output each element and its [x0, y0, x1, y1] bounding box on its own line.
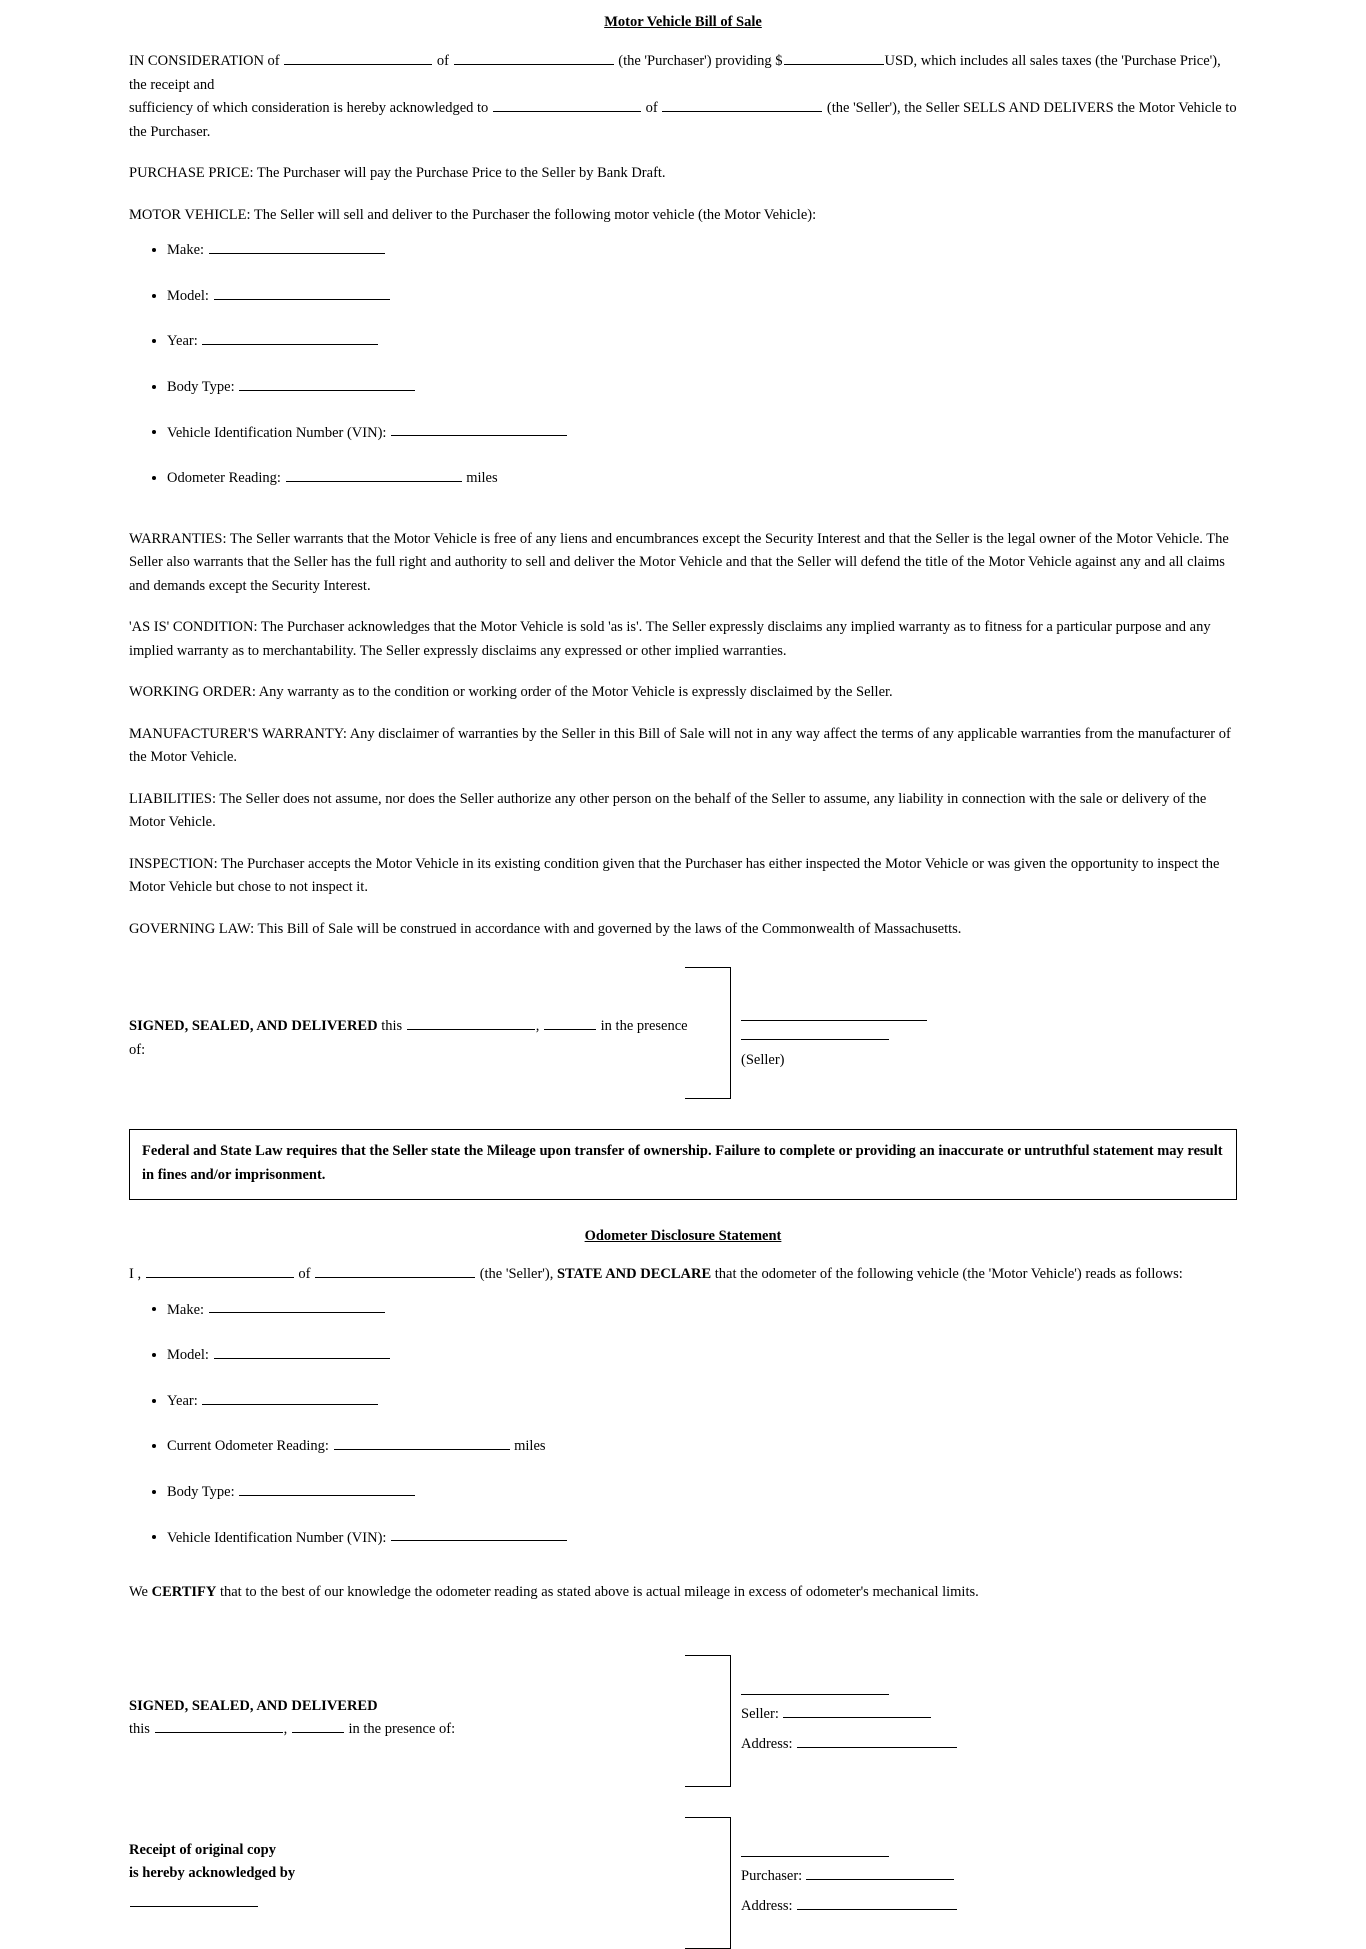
seller-label: Seller: — [741, 1705, 779, 1722]
signature-presence-label: in the presence of: — [129, 1018, 688, 1058]
consideration-seller-paren: (the 'Seller'), the Seller SELLS AND DELIVERS the Motor Vehicle to the Purchaser. — [129, 100, 1237, 140]
receipt-acknowledgement-block — [129, 1817, 1237, 1949]
certify-keyword: CERTIFY — [151, 1584, 217, 1601]
list-item — [167, 1481, 1237, 1502]
year-blank[interactable] — [202, 330, 378, 345]
signature-year-blank[interactable] — [544, 1015, 596, 1030]
list-item — [167, 422, 1237, 443]
clause-manufacturers-warranty: MANUFACTURER'S WARRANTY: Any disclaimer of warranties by the Seller in this Bill of Sale will not in any way affect the terms of any applicable warranties from the manufacturer of the Motor Vehicle. — [129, 725, 1231, 766]
certify-pre: We — [129, 1584, 148, 1601]
signature-comma: , — [535, 1018, 540, 1035]
field-label: Body Type: — [167, 1483, 235, 1500]
consideration-purchaser-address-blank[interactable] — [454, 51, 614, 66]
seller-signature-line-2[interactable] — [741, 1693, 889, 1695]
purchaser-signature-line[interactable] — [741, 1855, 889, 1857]
field-label: Vehicle Identification Number (VIN): — [167, 1529, 387, 1546]
odometer-declaration-tail: that the odometer of the following vehicle (the 'Motor Vehicle') reads as follows: — [714, 1266, 1183, 1283]
consideration-line2-lead: sufficiency of which consideration is hereby acknowledged to — [129, 100, 489, 117]
purchaser-signature-lines — [741, 1817, 957, 1918]
odometer-state-and-declare: STATE AND DECLARE — [556, 1266, 712, 1283]
purchaser-name-blank[interactable] — [806, 1865, 954, 1880]
odometer-make-blank[interactable] — [209, 1299, 385, 1314]
certify-post: that to the best of our knowledge the odometer reading as stated above is actual mileage in excess of odometer's mechanical limits. — [219, 1584, 979, 1601]
consideration-paragraph — [129, 50, 1237, 144]
list-item — [167, 376, 1237, 397]
current-odometer-blank[interactable] — [334, 1435, 510, 1450]
odometer-fields-list — [129, 1299, 1237, 1548]
seller-address-label: Address: — [741, 1736, 793, 1753]
field-label: Model: — [167, 287, 209, 304]
clause-warranties: WARRANTIES: The Seller warrants that the Motor Vehicle is free of any liens and encumbrances except the Security Interest and that the Seller is the legal owner of the Motor Vehicle. The Seller also warrants that the Seller has the full right and authority to sell and deliver the Motor Vehicle and that the Seller will defend the title of the Motor Vehicle against any and all claims and demands except the Security Interest. — [129, 530, 1229, 594]
signature-year-blank-2[interactable] — [292, 1718, 344, 1733]
certify-paragraph — [129, 1581, 1237, 1604]
seller-caption: (Seller) — [741, 1052, 785, 1069]
signature-statement — [129, 967, 689, 1062]
odometer-disclosure-title: Odometer Disclosure Statement — [584, 1228, 782, 1245]
clause-governing-law: GOVERNING LAW: This Bill of Sale will be construed in accordance with and governed by the laws of the Commonwealth of Massachusetts. — [129, 920, 962, 937]
field-label: Make: — [167, 241, 205, 258]
signature-date-row-2 — [129, 1718, 689, 1741]
receipt-acknowledged-blank[interactable] — [130, 1892, 258, 1907]
consideration-seller-name-blank[interactable] — [493, 98, 641, 113]
consideration-usd: USD, which includes all sales taxes (the 'Purchase Price'), the receipt and — [129, 53, 1221, 93]
signature-block-odometer-seller — [129, 1655, 1237, 1787]
seller-address-blank[interactable] — [797, 1733, 957, 1748]
receipt-line-2: is hereby acknowledged by — [129, 1865, 296, 1882]
signature-bracket-2 — [685, 1655, 731, 1787]
motor-vehicle-intro-paragraph: MOTOR VEHICLE: The Seller will sell and deliver to the Purchaser the following motor vehicle (the Motor Vehicle): — [129, 206, 817, 223]
odometer-year-blank[interactable] — [202, 1390, 378, 1405]
signed-sealed-delivered-heading-2: SIGNED, SEALED, AND DELIVERED — [129, 1697, 378, 1714]
list-item — [167, 1435, 1237, 1456]
consideration-seller-address-blank[interactable] — [662, 98, 822, 113]
federal-law-warning-box — [129, 1129, 1237, 1200]
field-label: Vehicle Identification Number (VIN): — [167, 424, 387, 441]
signed-sealed-delivered-heading: SIGNED, SEALED, AND DELIVERED — [129, 1018, 378, 1035]
list-item — [167, 1344, 1237, 1365]
odometer-model-blank[interactable] — [214, 1344, 390, 1359]
signature-block-seller — [129, 967, 1237, 1099]
odometer-i-label: I , — [129, 1266, 142, 1283]
purchase-price-paragraph: PURCHASE PRICE: The Purchaser will pay the Purchase Price to the Seller by Bank Draft. — [129, 165, 666, 182]
list-item — [167, 467, 1237, 488]
field-label: Make: — [167, 1301, 205, 1318]
purchaser-address-label: Address: — [741, 1898, 793, 1915]
signature-comma-2: , — [283, 1721, 288, 1738]
odometer-seller-address-blank[interactable] — [315, 1263, 475, 1278]
clause-liabilities: LIABILITIES: The Seller does not assume, nor does the Seller authorize any other person on the behalf of the Seller to assume, any liability in connection with the sale or delivery of the Motor Vehicle. — [129, 790, 1207, 831]
field-label: Model: — [167, 1346, 209, 1363]
signature-date-blank[interactable] — [407, 1015, 535, 1030]
seller-signature-lines — [741, 967, 927, 1071]
clause-working-order: WORKING ORDER: Any warranty as to the condition or working order of the Motor Vehicle is expressly disclaimed by the Seller. — [129, 684, 893, 701]
list-item — [167, 1390, 1237, 1411]
signature-statement-2 — [129, 1655, 689, 1742]
model-blank[interactable] — [214, 285, 390, 300]
list-item — [167, 1299, 1237, 1320]
signature-this-label: this — [381, 1018, 403, 1035]
list-item — [167, 1527, 1237, 1548]
purchaser-address-row — [741, 1895, 957, 1917]
federal-law-warning-text: Federal and State Law requires that the Seller state the Mileage upon transfer of ownership. Failure to complete or providing an inaccurate or untruthful statement may result in fines and/or imprisonment. — [142, 1143, 1223, 1183]
make-blank[interactable] — [209, 239, 385, 254]
field-label: Odometer Reading: — [167, 470, 281, 487]
field-suffix: miles — [466, 470, 498, 487]
document-sheet — [129, 12, 1237, 1949]
odometer-seller-name-blank[interactable] — [146, 1263, 294, 1278]
consideration-purchaser-name-blank[interactable] — [284, 51, 432, 66]
receipt-line-1: Receipt of original copy — [129, 1841, 276, 1858]
list-item — [167, 239, 1237, 260]
seller-name-row — [741, 1703, 957, 1725]
field-suffix: miles — [514, 1438, 546, 1455]
vehicle-fields-list — [129, 239, 1237, 488]
odometer-blank[interactable] — [286, 467, 462, 482]
signature-bracket — [685, 967, 731, 1099]
consideration-of-2: of — [645, 100, 658, 117]
consideration-amount-blank[interactable] — [784, 51, 884, 66]
field-label: Current Odometer Reading: — [167, 1438, 329, 1455]
consideration-purchaser-paren: (the 'Purchaser') providing $ — [618, 53, 783, 70]
field-label: Body Type: — [167, 378, 235, 395]
seller-print-line[interactable] — [741, 1038, 889, 1040]
consideration-of-1: of — [436, 53, 449, 70]
seller-name-blank[interactable] — [783, 1703, 931, 1718]
receipt-statement — [129, 1817, 689, 1915]
purchaser-name-row — [741, 1865, 957, 1887]
purchaser-address-blank[interactable] — [797, 1895, 957, 1910]
vin-blank[interactable] — [391, 422, 567, 437]
signature-date-blank-2[interactable] — [155, 1718, 283, 1733]
field-label: Year: — [167, 333, 198, 350]
clause-inspection: INSPECTION: The Purchaser accepts the Motor Vehicle in its existing condition given that the Purchaser has either inspected the Motor Vehicle or was given the opportunity to inspect the Motor Vehicle but chose to not inspect it. — [129, 855, 1220, 896]
odometer-of-label: of — [298, 1266, 311, 1283]
signature-this-label-2: this — [129, 1721, 150, 1738]
odometer-declaration-paragraph — [129, 1263, 1237, 1286]
page-title: Motor Vehicle Bill of Sale — [604, 14, 762, 30]
odometer-vin-blank[interactable] — [391, 1527, 567, 1542]
odometer-seller-paren: (the 'Seller'), — [479, 1266, 554, 1283]
list-item — [167, 285, 1237, 306]
field-label: Year: — [167, 1392, 198, 1409]
odometer-body-type-blank[interactable] — [239, 1481, 415, 1496]
clause-as-is-condition: 'AS IS' CONDITION: The Purchaser acknowledges that the Motor Vehicle is sold 'as is'. The Seller expressly disclaims any implied warranty as to fitness for a particular purpose and any implied warranty as to merchantability. The Seller expressly disclaims any expressed or other implied warranties. — [129, 619, 1211, 659]
body-type-blank[interactable] — [239, 376, 415, 391]
seller-address-row — [741, 1733, 957, 1755]
list-item — [167, 330, 1237, 351]
signature-presence-label-2: in the presence of: — [348, 1721, 456, 1738]
seller-signature-lines-2 — [741, 1655, 957, 1756]
purchaser-label: Purchaser: — [741, 1867, 803, 1884]
receipt-bracket — [685, 1817, 731, 1949]
consideration-lead: IN CONSIDERATION of — [129, 53, 280, 70]
